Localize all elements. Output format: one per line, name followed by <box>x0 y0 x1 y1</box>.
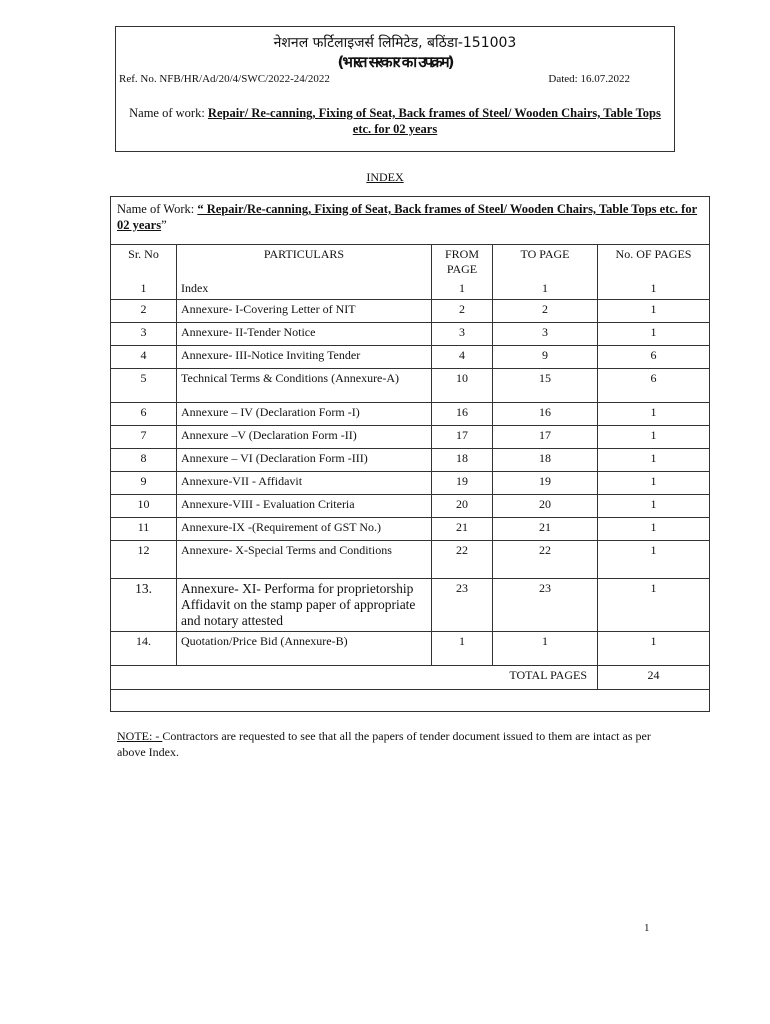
row-sr-no: 10 <box>111 494 177 517</box>
row-to-page: 22 <box>493 540 598 578</box>
row-sr-no: 4 <box>111 345 177 368</box>
row-sr-no: 7 <box>111 425 177 448</box>
row-num-pages: 1 <box>598 540 710 578</box>
table-row <box>111 345 710 368</box>
table-row <box>111 425 710 448</box>
row-to-page: 21 <box>493 517 598 540</box>
row-from-page: 1 <box>432 279 493 299</box>
row-sr-no: 8 <box>111 448 177 471</box>
row-num-pages: 1 <box>598 448 710 471</box>
name-of-work: Name of work: Repair/ Re-canning, Fixing of Seat, Back frames of Steel/ Wooden Chairs, Table Tops etc. for 02 years <box>129 106 661 136</box>
row-sr-no: 9 <box>111 471 177 494</box>
row-particulars: Annexure- X-Special Terms and Conditions <box>177 540 432 578</box>
table-row <box>111 279 710 299</box>
row-particulars: Annexure – IV (Declaration Form -I) <box>177 402 432 425</box>
row-to-page: 18 <box>493 448 598 471</box>
row-to-page: 9 <box>493 345 598 368</box>
row-from-page: 16 <box>432 402 493 425</box>
total-row <box>111 665 710 689</box>
col-to-page: TO PAGE <box>493 245 598 280</box>
row-sr-no: 1 <box>111 279 177 299</box>
company-subtitle: (भारत सरकार का उपक्रम) <box>337 53 453 71</box>
row-from-page: 20 <box>432 494 493 517</box>
row-num-pages: 1 <box>598 631 710 665</box>
row-from-page: 4 <box>432 345 493 368</box>
table-row <box>111 448 710 471</box>
row-sr-no: 6 <box>111 402 177 425</box>
row-particulars: Index <box>177 279 432 299</box>
row-from-page: 22 <box>432 540 493 578</box>
row-to-page: 19 <box>493 471 598 494</box>
row-particulars: Technical Terms & Conditions (Annexure-A) <box>177 368 432 402</box>
index-table <box>110 244 710 690</box>
row-particulars: Annexure- XI- Performa for proprietorship Affidavit on the stamp paper of appropriate and notary attested <box>177 578 432 631</box>
row-to-page: 16 <box>493 402 598 425</box>
table-row <box>111 631 710 665</box>
page-number: 1 <box>644 922 650 934</box>
row-num-pages: 1 <box>598 425 710 448</box>
row-from-page: 3 <box>432 322 493 345</box>
table-row <box>111 494 710 517</box>
col-from-page: FROM PAGE <box>432 245 493 280</box>
row-to-page: 23 <box>493 578 598 631</box>
row-from-page: 10 <box>432 368 493 402</box>
row-sr-no: 5 <box>111 368 177 402</box>
row-num-pages: 1 <box>598 578 710 631</box>
row-from-page: 1 <box>432 631 493 665</box>
row-particulars: Quotation/Price Bid (Annexure-B) <box>177 631 432 665</box>
table-row <box>111 517 710 540</box>
row-particulars: Annexure –V (Declaration Form -II) <box>177 425 432 448</box>
row-to-page: 17 <box>493 425 598 448</box>
col-num-pages: No. OF PAGES <box>598 245 710 280</box>
table-row <box>111 471 710 494</box>
document-date: Dated: 16.07.2022 <box>548 73 630 85</box>
note <box>117 728 657 760</box>
row-num-pages: 1 <box>598 517 710 540</box>
table-row <box>111 368 710 402</box>
row-to-page: 20 <box>493 494 598 517</box>
company-name-hindi: नेशनल फर्टिलाइजर्स लिमिटेड, बठिंडा-151003 <box>273 35 517 51</box>
row-particulars: Annexure- II-Tender Notice <box>177 322 432 345</box>
row-num-pages: 1 <box>598 471 710 494</box>
note-label: NOTE: - <box>117 729 163 743</box>
row-particulars: Annexure-VII - Affidavit <box>177 471 432 494</box>
row-from-page: 2 <box>432 299 493 322</box>
row-num-pages: 6 <box>598 368 710 402</box>
row-particulars: Annexure-IX -(Requirement of GST No.) <box>177 517 432 540</box>
row-particulars: Annexure – VI (Declaration Form -III) <box>177 448 432 471</box>
table-row <box>111 578 710 631</box>
row-num-pages: 6 <box>598 345 710 368</box>
row-from-page: 21 <box>432 517 493 540</box>
row-num-pages: 1 <box>598 402 710 425</box>
col-particulars: PARTICULARS <box>177 245 432 280</box>
row-to-page: 2 <box>493 299 598 322</box>
total-value: 24 <box>598 665 710 689</box>
header-box <box>115 26 675 152</box>
col-sr-no: Sr. No <box>111 245 177 280</box>
table-row <box>111 402 710 425</box>
table-row <box>111 322 710 345</box>
row-sr-no: 13. <box>111 578 177 631</box>
index-title: INDEX <box>366 170 404 184</box>
reference-number: Ref. No. NFB/HR/Ad/20/4/SWC/2022-24/2022 <box>119 73 330 85</box>
row-sr-no: 12 <box>111 540 177 578</box>
row-from-page: 19 <box>432 471 493 494</box>
row-from-page: 18 <box>432 448 493 471</box>
row-sr-no: 3 <box>111 322 177 345</box>
row-num-pages: 1 <box>598 299 710 322</box>
row-num-pages: 1 <box>598 494 710 517</box>
row-to-page: 15 <box>493 368 598 402</box>
row-particulars: Annexure- III-Notice Inviting Tender <box>177 345 432 368</box>
row-from-page: 23 <box>432 578 493 631</box>
row-particulars: Annexure- I-Covering Letter of NIT <box>177 299 432 322</box>
table-header-row <box>111 245 710 280</box>
row-from-page: 17 <box>432 425 493 448</box>
row-to-page: 1 <box>493 279 598 299</box>
row-num-pages: 1 <box>598 279 710 299</box>
row-particulars: Annexure-VIII - Evaluation Criteria <box>177 494 432 517</box>
row-to-page: 1 <box>493 631 598 665</box>
note-text: Contractors are requested to see that all the papers of tender document issued to them are intact as per above Index. <box>117 729 651 759</box>
row-sr-no: 14. <box>111 631 177 665</box>
row-sr-no: 11 <box>111 517 177 540</box>
table-caption: Name of Work: “ Repair/Re-canning, Fixing of Seat, Back frames of Steel/ Wooden Chairs, Table Tops etc. for 02 years” <box>117 202 698 232</box>
row-to-page: 3 <box>493 322 598 345</box>
row-sr-no: 2 <box>111 299 177 322</box>
table-row <box>111 299 710 322</box>
row-num-pages: 1 <box>598 322 710 345</box>
total-label: TOTAL PAGES <box>111 665 598 689</box>
table-row <box>111 540 710 578</box>
